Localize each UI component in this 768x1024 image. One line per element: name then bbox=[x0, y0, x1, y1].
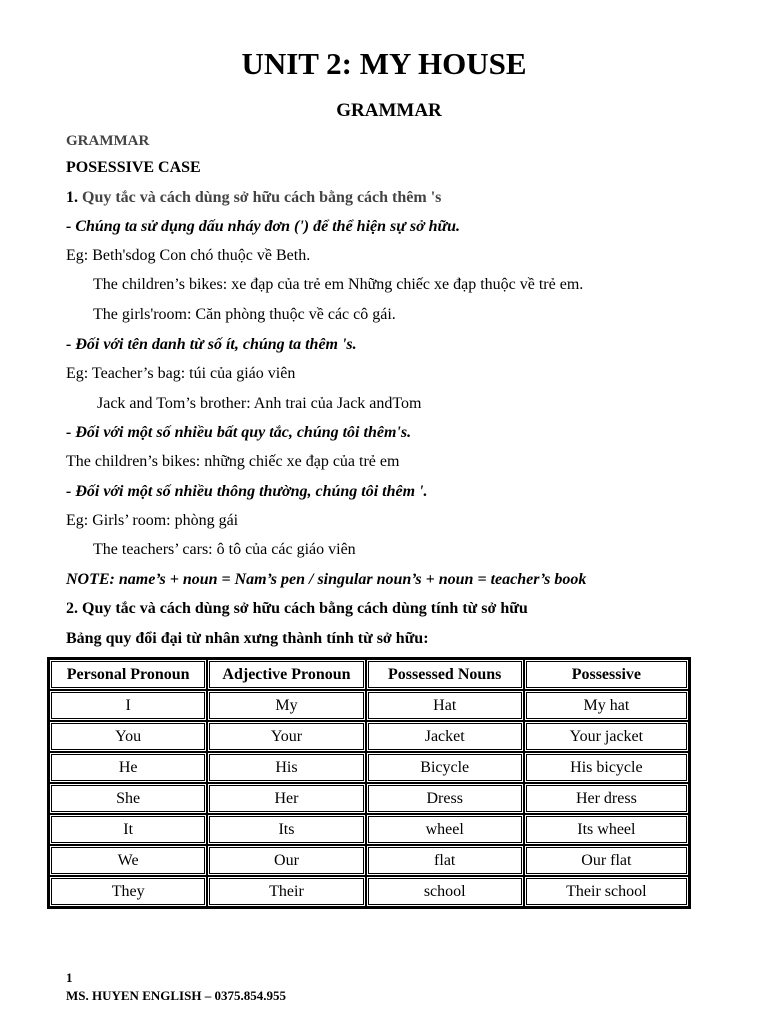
table-row bbox=[49, 721, 689, 752]
table-row bbox=[49, 752, 689, 783]
rule-1-text: Quy tắc và cách dùng sở hữu cách bằng cách thêm 's bbox=[82, 189, 442, 206]
table-cell: Her bbox=[207, 783, 365, 814]
example-line: The children’s bikes: xe đạp của trẻ em Những chiếc xe đạp thuộc về trẻ em. bbox=[93, 276, 584, 293]
table-caption: Bảng quy đổi đại từ nhân xưng thành tính từ sở hữu: bbox=[66, 630, 429, 647]
table-cell: Its bbox=[207, 814, 365, 845]
table-cell: Their school bbox=[524, 876, 689, 907]
example-line: The teachers’ cars: ô tô của các giáo viên bbox=[93, 541, 356, 558]
rule-1-heading bbox=[66, 187, 441, 209]
table-cell: Bicycle bbox=[366, 752, 524, 783]
table-cell: It bbox=[49, 814, 207, 845]
table-cell: Their bbox=[207, 876, 365, 907]
table-cell: She bbox=[49, 783, 207, 814]
table-row bbox=[49, 876, 689, 907]
example-line: Eg: Girls’ room: phòng gái bbox=[66, 512, 239, 529]
table-cell: Her dress bbox=[524, 783, 689, 814]
table-cell: Jacket bbox=[366, 721, 524, 752]
table-cell: His bicycle bbox=[524, 752, 689, 783]
table-cell: flat bbox=[366, 845, 524, 876]
example-line: Eg: Teacher’s bag: túi của giáo viên bbox=[66, 365, 296, 382]
table-cell: You bbox=[49, 721, 207, 752]
table-header-cell: Adjective Pronoun bbox=[207, 659, 365, 690]
table-header-row bbox=[49, 659, 689, 690]
example-line: The girls'room: Căn phòng thuộc về các cô gái. bbox=[93, 306, 396, 323]
table-cell: Our bbox=[207, 845, 365, 876]
rule-line: - Đối với một số nhiều bất quy tắc, chúng tôi thêm's. bbox=[66, 424, 412, 441]
table-cell: They bbox=[49, 876, 207, 907]
rule-line: - Chúng ta sử dụng dấu nháy đơn (') để thể hiện sự sở hữu. bbox=[66, 218, 461, 235]
table-row bbox=[49, 783, 689, 814]
table-cell: He bbox=[49, 752, 207, 783]
table-cell: Hat bbox=[366, 690, 524, 721]
table-cell: Dress bbox=[366, 783, 524, 814]
example-line: Eg: Beth'sdog Con chó thuộc về Beth. bbox=[66, 247, 311, 264]
rule-line: - Đối với một số nhiều thông thường, chúng tôi thêm '. bbox=[66, 483, 428, 500]
example-line: Jack and Tom’s brother: Anh trai của Jack andTom bbox=[97, 395, 422, 412]
table-cell: Its wheel bbox=[524, 814, 689, 845]
table-cell: I bbox=[49, 690, 207, 721]
table-header-cell: Possessed Nouns bbox=[366, 659, 524, 690]
rule-2-heading: 2. Quy tắc và cách dùng sở hữu cách bằng cách dùng tính từ sở hữu bbox=[66, 600, 528, 617]
example-line: The children’s bikes: những chiếc xe đạp của trẻ em bbox=[66, 453, 400, 470]
table-cell: My bbox=[207, 690, 365, 721]
rule-line: - Đối với tên danh từ số ít, chúng ta thêm 's. bbox=[66, 336, 357, 353]
page-subtitle: GRAMMAR bbox=[336, 100, 442, 121]
pronoun-table bbox=[47, 657, 691, 909]
table-cell: Your bbox=[207, 721, 365, 752]
table-cell: We bbox=[49, 845, 207, 876]
table-row bbox=[49, 845, 689, 876]
section-heading: POSESSIVE CASE bbox=[66, 159, 201, 176]
page-number: 1 bbox=[66, 970, 73, 985]
page-title: UNIT 2: MY HOUSE bbox=[241, 46, 527, 81]
rule-1-number: 1. bbox=[66, 189, 78, 206]
table-header-cell: Personal Pronoun bbox=[49, 659, 207, 690]
footer-text: MS. HUYEN ENGLISH – 0375.854.955 bbox=[66, 988, 286, 1003]
section-label: GRAMMAR bbox=[66, 133, 150, 149]
table-cell: wheel bbox=[366, 814, 524, 845]
table-cell: My hat bbox=[524, 690, 689, 721]
table-header-cell: Possessive bbox=[524, 659, 689, 690]
table-cell: school bbox=[366, 876, 524, 907]
note-line: NOTE: name’s + noun = Nam’s pen / singular noun’s + noun = teacher’s book bbox=[66, 571, 587, 588]
table-row bbox=[49, 814, 689, 845]
table-cell: Your jacket bbox=[524, 721, 689, 752]
table-row bbox=[49, 690, 689, 721]
table-cell: His bbox=[207, 752, 365, 783]
table-cell: Our flat bbox=[524, 845, 689, 876]
